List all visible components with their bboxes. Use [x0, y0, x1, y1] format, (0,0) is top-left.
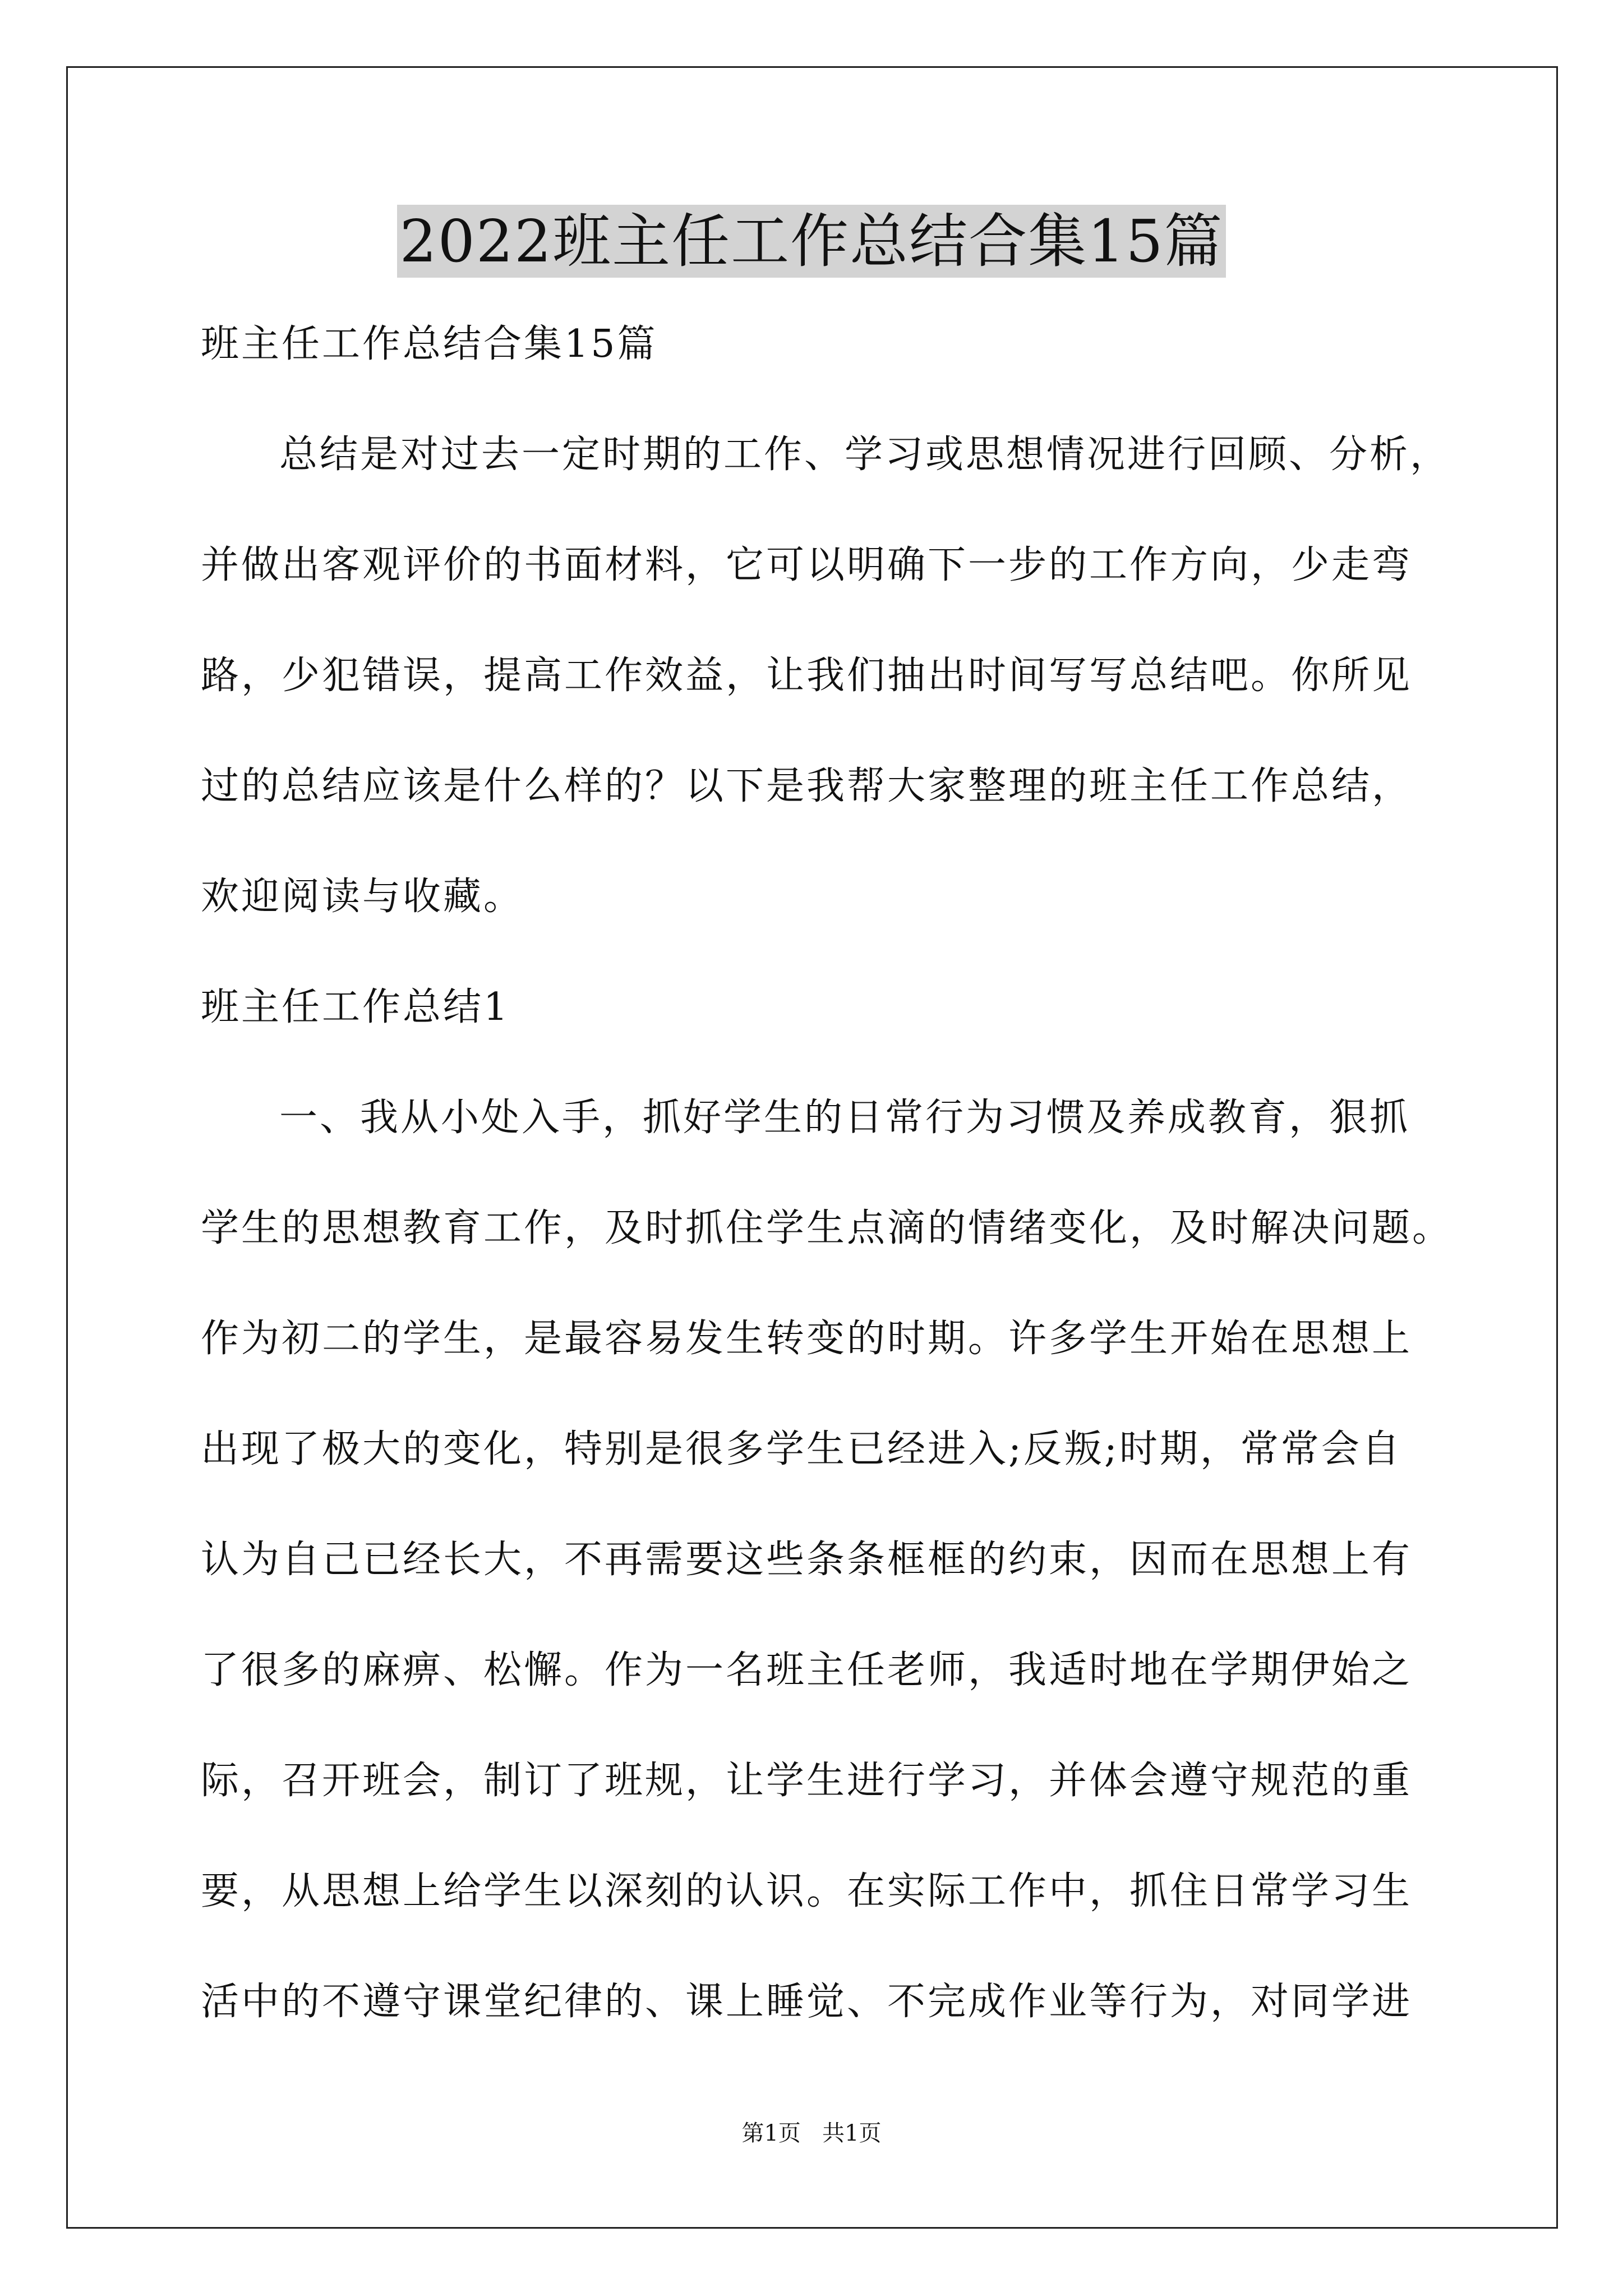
document-title — [0, 205, 1623, 278]
intro-line: 并做出客观评价的书面材料，它可以明确下一步的工作方向，少走弯 — [201, 543, 1413, 587]
body-line: 一、我从小处入手，抓好学生的日常行为习惯及养成教育，狠抓 — [279, 1096, 1410, 1140]
body-line: 要，从思想上给学生以深刻的认识。在实际工作中，抓住日常学习生 — [201, 1869, 1413, 1913]
document-body — [201, 289, 1468, 2057]
document-title-text: 2022班主任工作总结合集15篇 — [397, 205, 1225, 278]
body-line: 出现了极大的变化，特别是很多学生已经进入;反叛;时期，常常会自 — [201, 1427, 1402, 1471]
intro-line: 总结是对过去一定时期的工作、学习或思想情况进行回顾、分析， — [279, 432, 1451, 477]
page-number-footer: 第1页 共1页 — [741, 2120, 882, 2146]
body-line: 作为初二的学生，是最容易发生转变的时期。许多学生开始在思想上 — [201, 1317, 1413, 1361]
intro-line: 路，少犯错误，提高工作效益，让我们抽出时间写写总结吧。你所见 — [201, 654, 1413, 698]
body-line: 活中的不遵守课堂纪律的、课上睡觉、不完成作业等行为，对同学进 — [201, 1980, 1413, 2024]
section-heading: 班主任工作总结1 — [201, 985, 510, 1029]
intro-line: 过的总结应该是什么样的？以下是我帮大家整理的班主任工作总结， — [201, 764, 1413, 808]
body-line: 学生的思想教育工作，及时抓住学生点滴的情绪变化，及时解决问题。 — [201, 1206, 1453, 1250]
body-line: 际，召开班会，制订了班规，让学生进行学习，并体会遵守规范的重 — [201, 1759, 1413, 1803]
body-line: 了很多的麻痹、松懈。作为一名班主任老师，我适时地在学期伊始之 — [201, 1648, 1413, 1692]
intro-line: 欢迎阅读与收藏。 — [201, 875, 524, 919]
body-line: 认为自己已经长大，不再需要这些条条框框的约束，因而在思想上有 — [201, 1538, 1413, 1582]
subtitle-line: 班主任工作总结合集15篇 — [201, 322, 658, 366]
